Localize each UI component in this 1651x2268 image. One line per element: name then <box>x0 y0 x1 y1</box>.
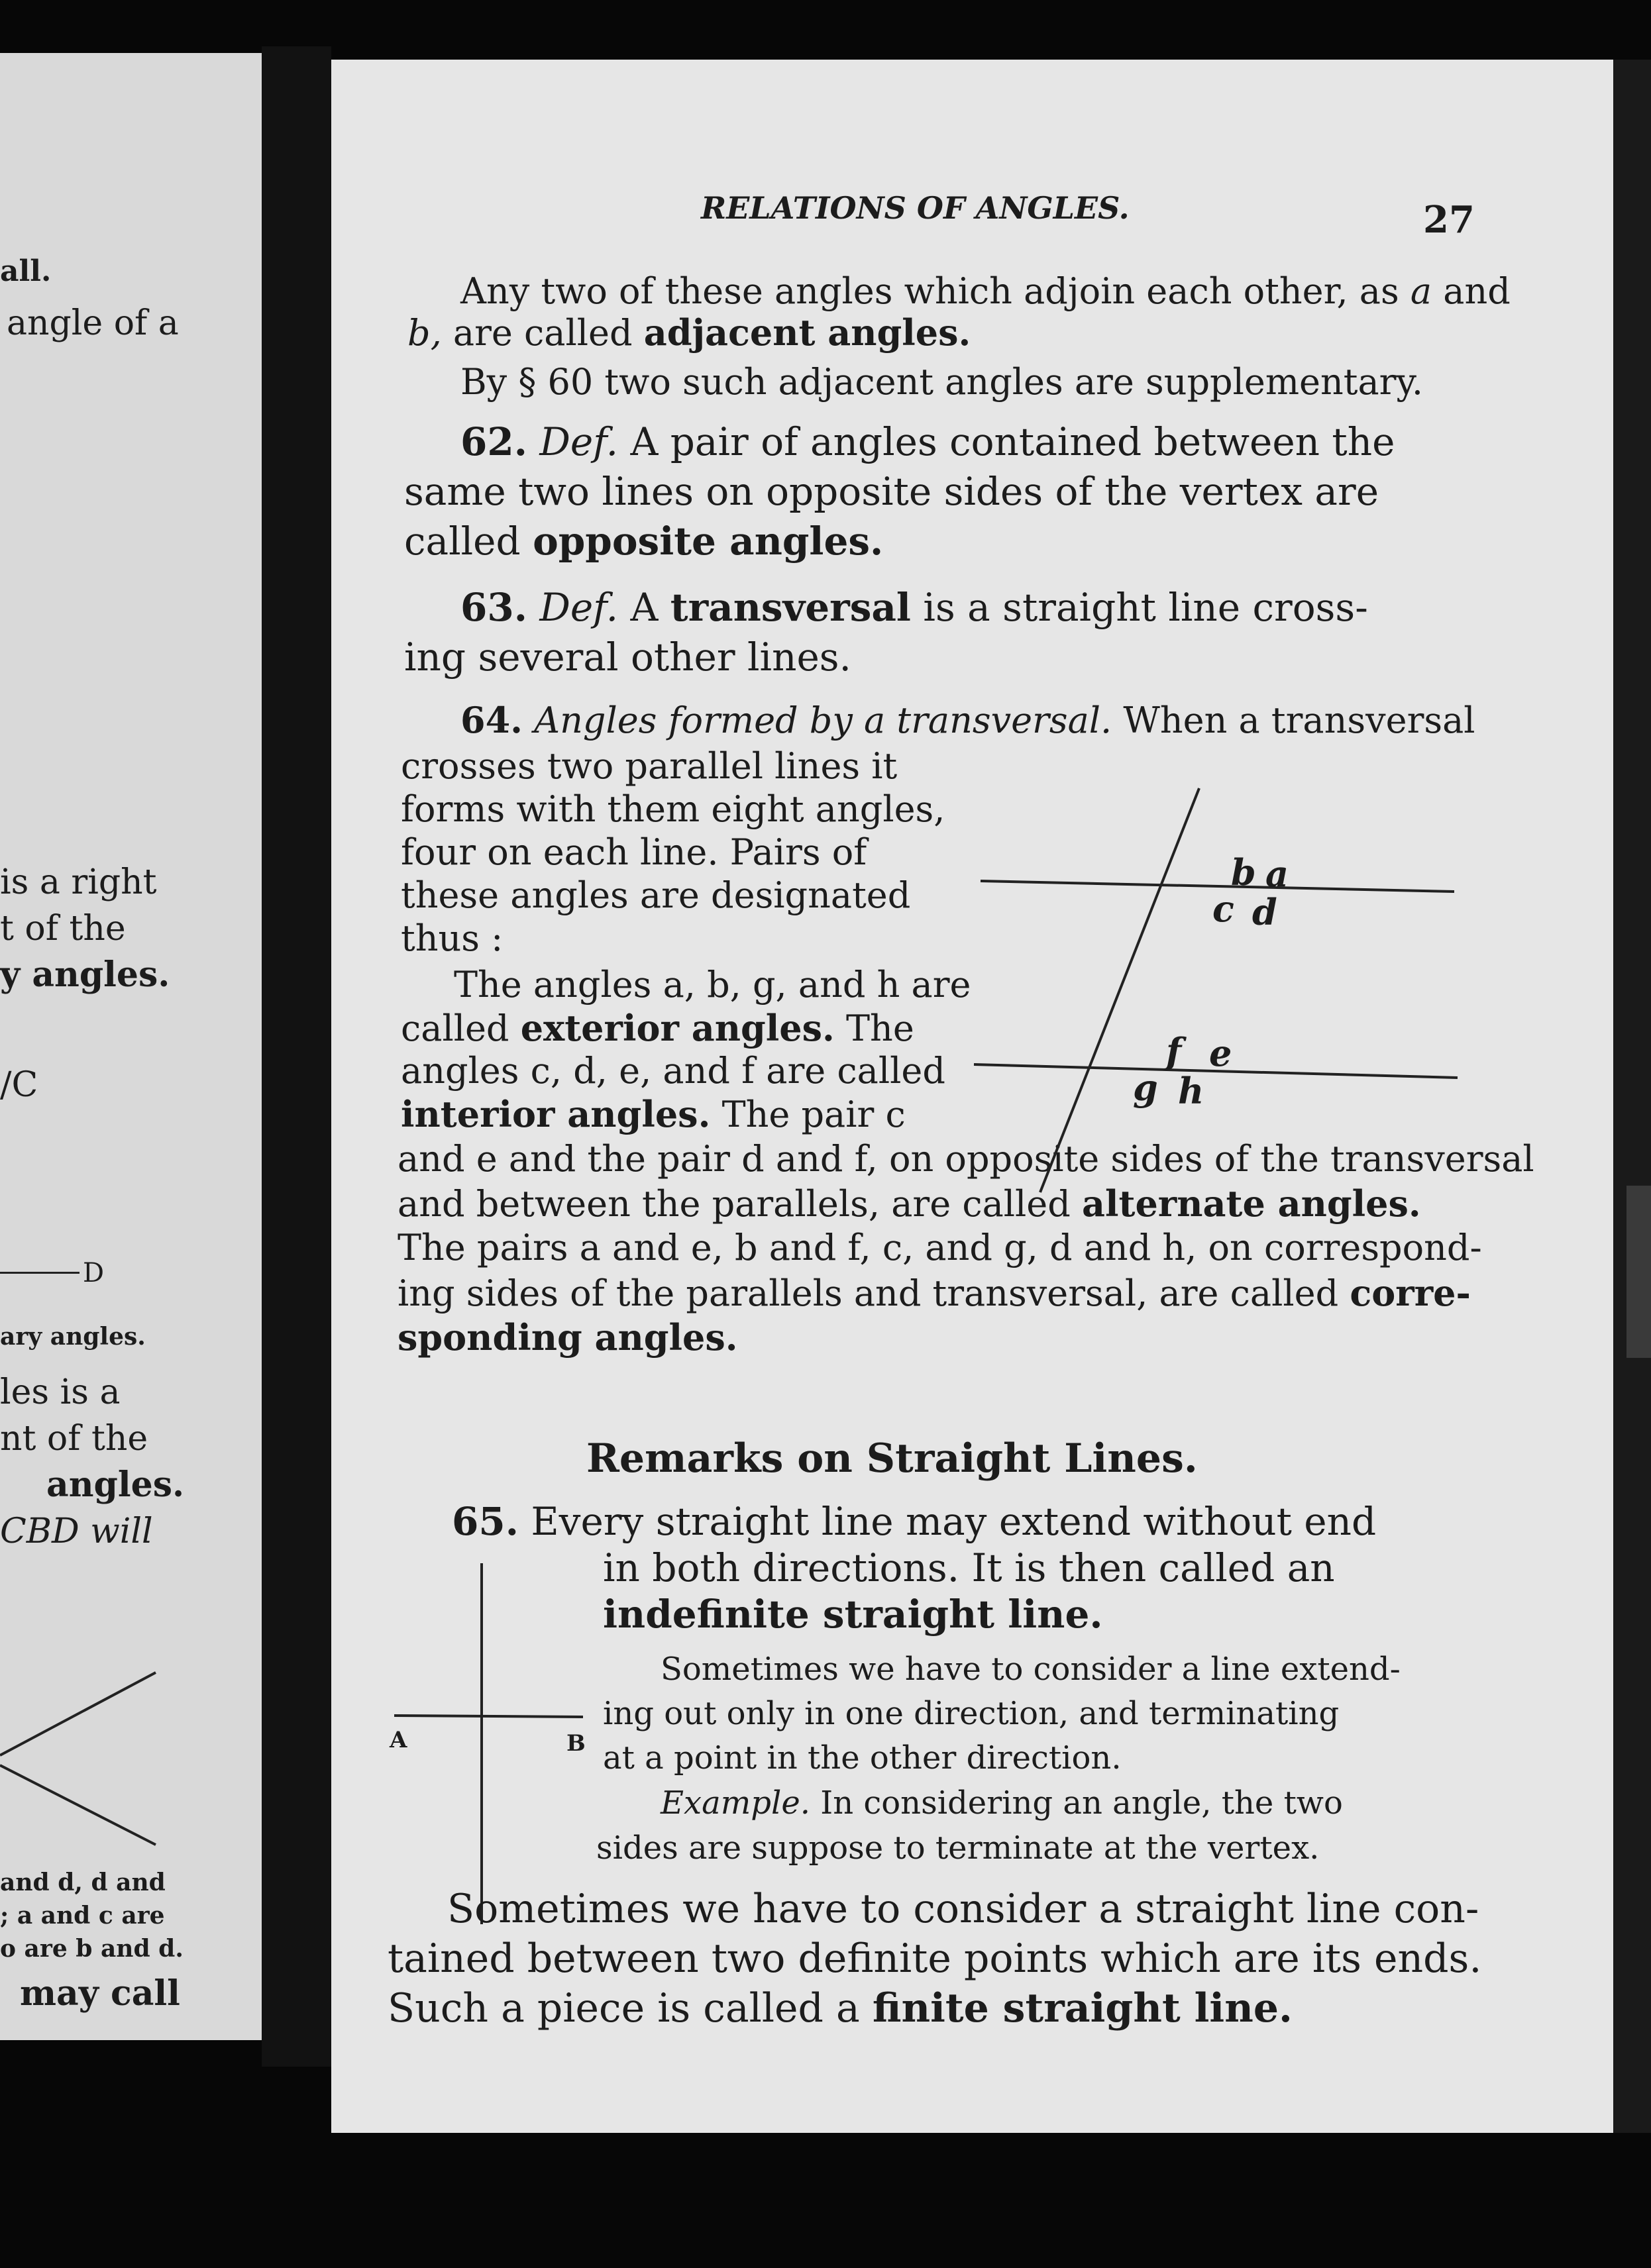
term-corresponding-angles: corre- <box>1350 1272 1471 1314</box>
horizontal-line <box>394 1716 583 1717</box>
section-64-line <box>401 1007 914 1050</box>
left-line: and d, d and <box>0 1869 166 1896</box>
section-63-line2: ing several other lines. <box>404 635 851 680</box>
left-line: /C <box>0 1065 38 1105</box>
section-63-line1 <box>460 586 1368 629</box>
section-65-line1 <box>452 1500 1376 1543</box>
text: and <box>1443 270 1511 312</box>
section-64-line: and e and the pair d and f, on opposite sides of the transversal <box>398 1138 1534 1180</box>
section-65-line: ing out only in one direction, and terminating <box>603 1695 1340 1732</box>
section-64-line: angles c, d, e, and f are called <box>401 1050 945 1092</box>
edge-glow <box>1626 1186 1651 1358</box>
section-62-line2: same two lines on opposite sides of the vertex are <box>404 469 1379 514</box>
text: ing sides of the parallels and transversal, are called <box>398 1272 1339 1314</box>
term-exterior-angles: exterior angles. <box>520 1007 835 1049</box>
section-65-line: Sometimes we have to consider a line extend- <box>661 1651 1401 1688</box>
angle-label-b: b <box>1231 851 1256 894</box>
text: is a straight line cross- <box>923 585 1368 630</box>
paragraph-line <box>407 311 971 354</box>
text: Every straight line may extend without end <box>531 1499 1377 1544</box>
left-line: ; a and c are <box>0 1902 165 1930</box>
term-finite-straight-line: finite straight line. <box>872 1985 1293 2032</box>
left-figure-line <box>0 1272 80 1274</box>
section-64-line <box>401 1093 906 1136</box>
text: The <box>846 1007 914 1049</box>
section-number: 64. <box>460 699 523 741</box>
transversal-diagram <box>941 775 1464 1212</box>
point-label-a: A <box>390 1727 407 1753</box>
angle-label-g: g <box>1133 1066 1158 1109</box>
section-64-line: four on each line. Pairs of <box>401 831 867 873</box>
transversal-line <box>1040 788 1199 1192</box>
text: Such a piece is called a <box>388 1985 860 2032</box>
text: called <box>404 519 521 564</box>
line-figure <box>394 1563 593 1934</box>
term-interior-angles: interior angles. <box>401 1093 711 1135</box>
final-paragraph-line: Sometimes we have to consider a straight line con- <box>447 1886 1479 1932</box>
angle-label-f: f <box>1166 1030 1182 1072</box>
section-64-line: thus : <box>401 917 504 959</box>
final-paragraph-line <box>388 1987 1293 2030</box>
section-62-line3 <box>404 520 883 562</box>
left-facing-page <box>0 53 262 2040</box>
section-65-line: at a point in the other direction. <box>603 1739 1122 1777</box>
term-indefinite-straight-line: indefinite straight line. <box>603 1592 1103 1637</box>
left-line: les is a <box>0 1372 121 1412</box>
section-64-line <box>398 1272 1471 1315</box>
variable: b, <box>407 312 442 354</box>
text: and between the parallels, are called <box>398 1183 1071 1225</box>
angle-label-h: h <box>1178 1070 1204 1112</box>
section-65-line: in both directions. It is then called an <box>603 1545 1335 1590</box>
right-edge-shadow <box>1613 60 1651 2133</box>
paragraph-line: By § 60 two such adjacent angles are supplementary. <box>460 361 1423 403</box>
text: In considering an angle, the two <box>820 1784 1343 1822</box>
left-line: all. <box>0 254 52 288</box>
left-line: is a right <box>0 862 157 902</box>
left-line: nt of the <box>0 1419 148 1459</box>
running-header: RELATIONS OF ANGLES. <box>701 190 1130 226</box>
left-line: y angles. <box>0 954 170 995</box>
final-paragraph-line: tained between two definite points which are its ends. <box>388 1935 1482 1982</box>
left-line: o are b and d. <box>0 1935 184 1963</box>
angle-label-e: e <box>1209 1032 1232 1074</box>
term-transversal: transversal <box>670 585 911 630</box>
example-label: Example. <box>661 1784 810 1822</box>
section-title: Angles formed by a transversal. <box>534 699 1112 741</box>
left-figure <box>0 1610 262 1888</box>
page-number: 27 <box>1423 198 1475 242</box>
section-64-line1 <box>460 699 1475 742</box>
section-64-line: crosses two parallel lines it <box>401 745 898 787</box>
def-label: Def. <box>539 419 619 464</box>
left-line: CBD will <box>0 1512 153 1551</box>
section-64-line: The pairs a and e, b and f, c, and g, d and h, on correspond- <box>398 1227 1482 1268</box>
text: The pair c <box>721 1094 906 1135</box>
text: called <box>401 1007 509 1049</box>
term-corresponding-angles: sponding angles. <box>398 1316 738 1359</box>
text: A <box>630 585 659 630</box>
left-line: D <box>83 1258 105 1288</box>
variable: a <box>1410 270 1432 312</box>
text: A pair of angles contained between the <box>630 419 1395 464</box>
section-62-line1 <box>460 421 1395 463</box>
angle-label-d: d <box>1252 891 1277 933</box>
text: are called <box>453 312 633 354</box>
section-number: 63. <box>460 585 527 630</box>
text: Any two of these angles which adjoin each other, as <box>460 270 1399 312</box>
angle-label-a: a <box>1265 852 1289 895</box>
left-line: angle of a <box>7 303 179 343</box>
section-65-example <box>661 1782 1343 1824</box>
term-opposite-angles: opposite angles. <box>533 519 884 564</box>
section-number: 65. <box>452 1499 519 1544</box>
point-label-b: B <box>566 1730 586 1757</box>
paragraph-line <box>460 270 1511 313</box>
section-65-line: sides are suppose to terminate at the vertex. <box>596 1830 1320 1867</box>
section-64-line: The angles a, b, g, and h are <box>454 964 971 1005</box>
section-heading-remarks: Remarks on Straight Lines. <box>586 1435 1198 1482</box>
section-64-line: forms with them eight angles, <box>401 788 945 830</box>
book-spine <box>262 46 331 2067</box>
left-line: angles. <box>46 1465 185 1505</box>
angle-label-c: c <box>1212 888 1234 930</box>
section-64-line: these angles are designated <box>401 874 911 916</box>
term-alternate-angles: alternate angles. <box>1082 1182 1421 1225</box>
section-number: 62. <box>460 419 527 464</box>
right-page <box>331 60 1613 2133</box>
left-line: ary angles. <box>0 1323 146 1351</box>
def-label: Def. <box>539 585 619 630</box>
text: When a transversal <box>1123 699 1475 741</box>
left-line: may call <box>20 1973 180 2014</box>
term-adjacent-angles: adjacent angles. <box>643 311 971 354</box>
left-line: t of the <box>0 909 126 949</box>
